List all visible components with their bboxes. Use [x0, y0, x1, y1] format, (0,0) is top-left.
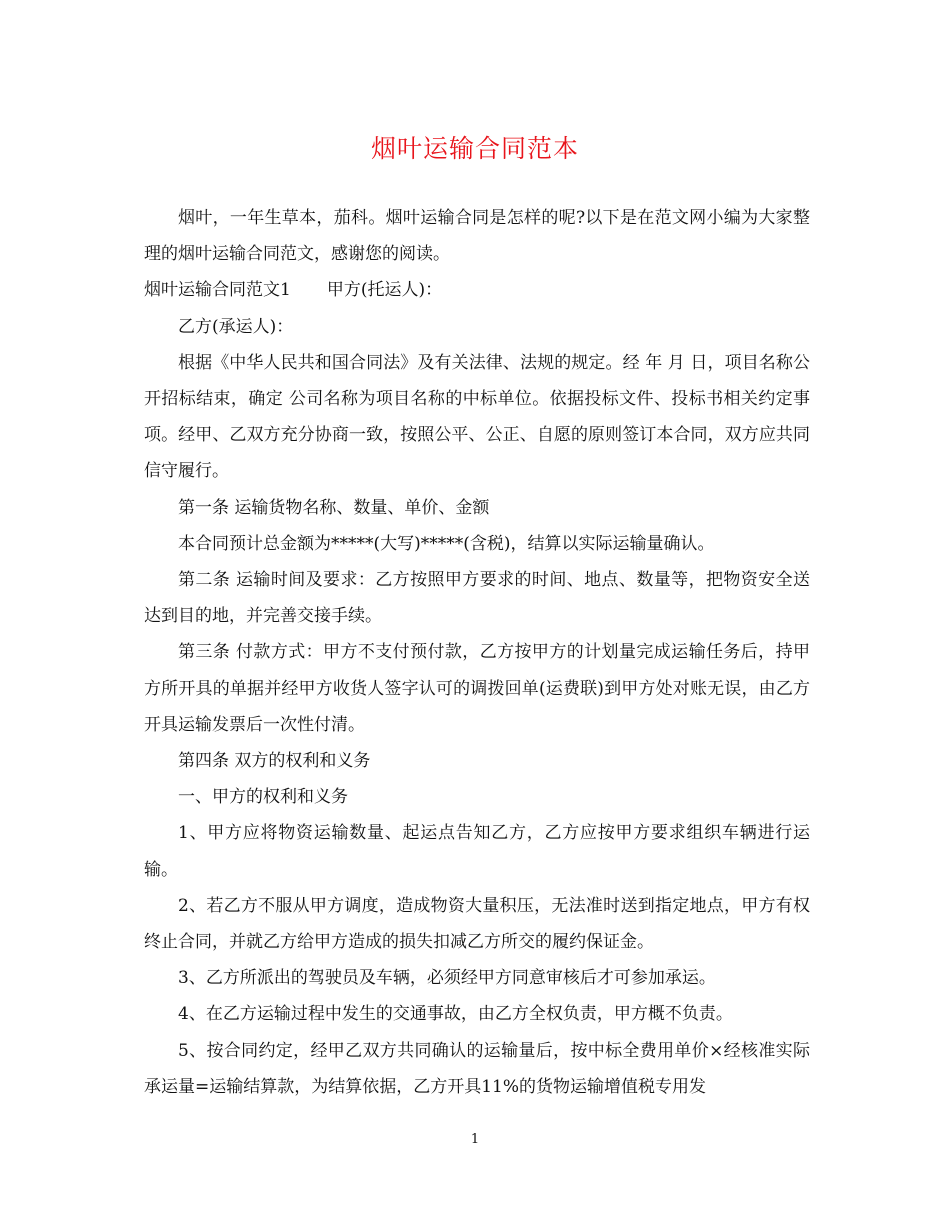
article-3-paragraph: 第三条 付款方式：甲方不支付预付款，乙方按甲方的计划量完成运输任务后，持甲方所开具的单据并经甲方收货人签字认可的调拨回单(运费联)到甲方处对账无误，由乙方开具运输发票后一次性付清。 [144, 642, 810, 735]
sample-heading: 烟叶运输合同范文1 [144, 280, 291, 301]
section-1-heading: 一、甲方的权利和义务 [178, 787, 348, 808]
clause-3: 3、乙方所派出的驾驶员及车辆，必须经甲方同意审核后才可参加承运。 [178, 968, 716, 989]
article-2-paragraph: 第二条 运输时间及要求：乙方按照甲方要求的时间、地点、数量等，把物资安全送达到目的地，并完善交接手续。 [144, 570, 810, 627]
party-b-label: 乙方(承运人)： [178, 316, 294, 337]
page-number: 1 [470, 1132, 480, 1147]
document-body [144, 200, 810, 1105]
clause-5: 5、按合同约定，经甲乙双方共同确认的运输量后，按中标全费用单价×经核准实际承运量=运输结算款，为结算依据，乙方开具11%的货物运输增值税专用发 [144, 1040, 810, 1097]
article-4-heading: 第四条 双方的权利和义务 [178, 751, 371, 772]
clause-4: 4、在乙方运输过程中发生的交通事故，由乙方全权负责，甲方概不负责。 [178, 1004, 733, 1025]
clause-2: 2、若乙方不服从甲方调度，造成物资大量积压，无法准时送到指定地点，甲方有权终止合同，并就乙方给甲方造成的损失扣减乙方所交的履约保证金。 [144, 895, 810, 953]
party-a-label: 甲方(托运人)： [326, 280, 443, 301]
document-title: 烟叶运输合同范本 [370, 134, 579, 163]
article-1-heading: 第一条 运输货物名称、数量、单价、金额 [178, 497, 490, 518]
sample-heading-line [144, 272, 810, 308]
paragraph-total-amount: 本合同预计总金额为*****(大写)*****(含税)，结算以实际运输量确认。 [178, 533, 715, 554]
paragraph-legal-basis: 根据《中华人民共和国合同法》及有关法律、法规的规定。经 年 月 日，项目名称公开招标结束，确定 公司名称为项目名称的中标单位。依据投标文件、投标书相关约定事项。经甲、乙双方充分协商一致，按照公平、公正、自愿的原则签订本合同，双方应共同信守履行。 [144, 352, 810, 482]
intro-paragraph: 烟叶，一年生草本，茄科。烟叶运输合同是怎样的呢?以下是在范文网小编为大家整理的烟叶运输合同范文，感谢您的阅读。 [144, 208, 810, 265]
clause-1: 1、甲方应将物资运输数量、起运点告知乙方，乙方应按甲方要求组织车辆进行运输。 [144, 823, 810, 880]
